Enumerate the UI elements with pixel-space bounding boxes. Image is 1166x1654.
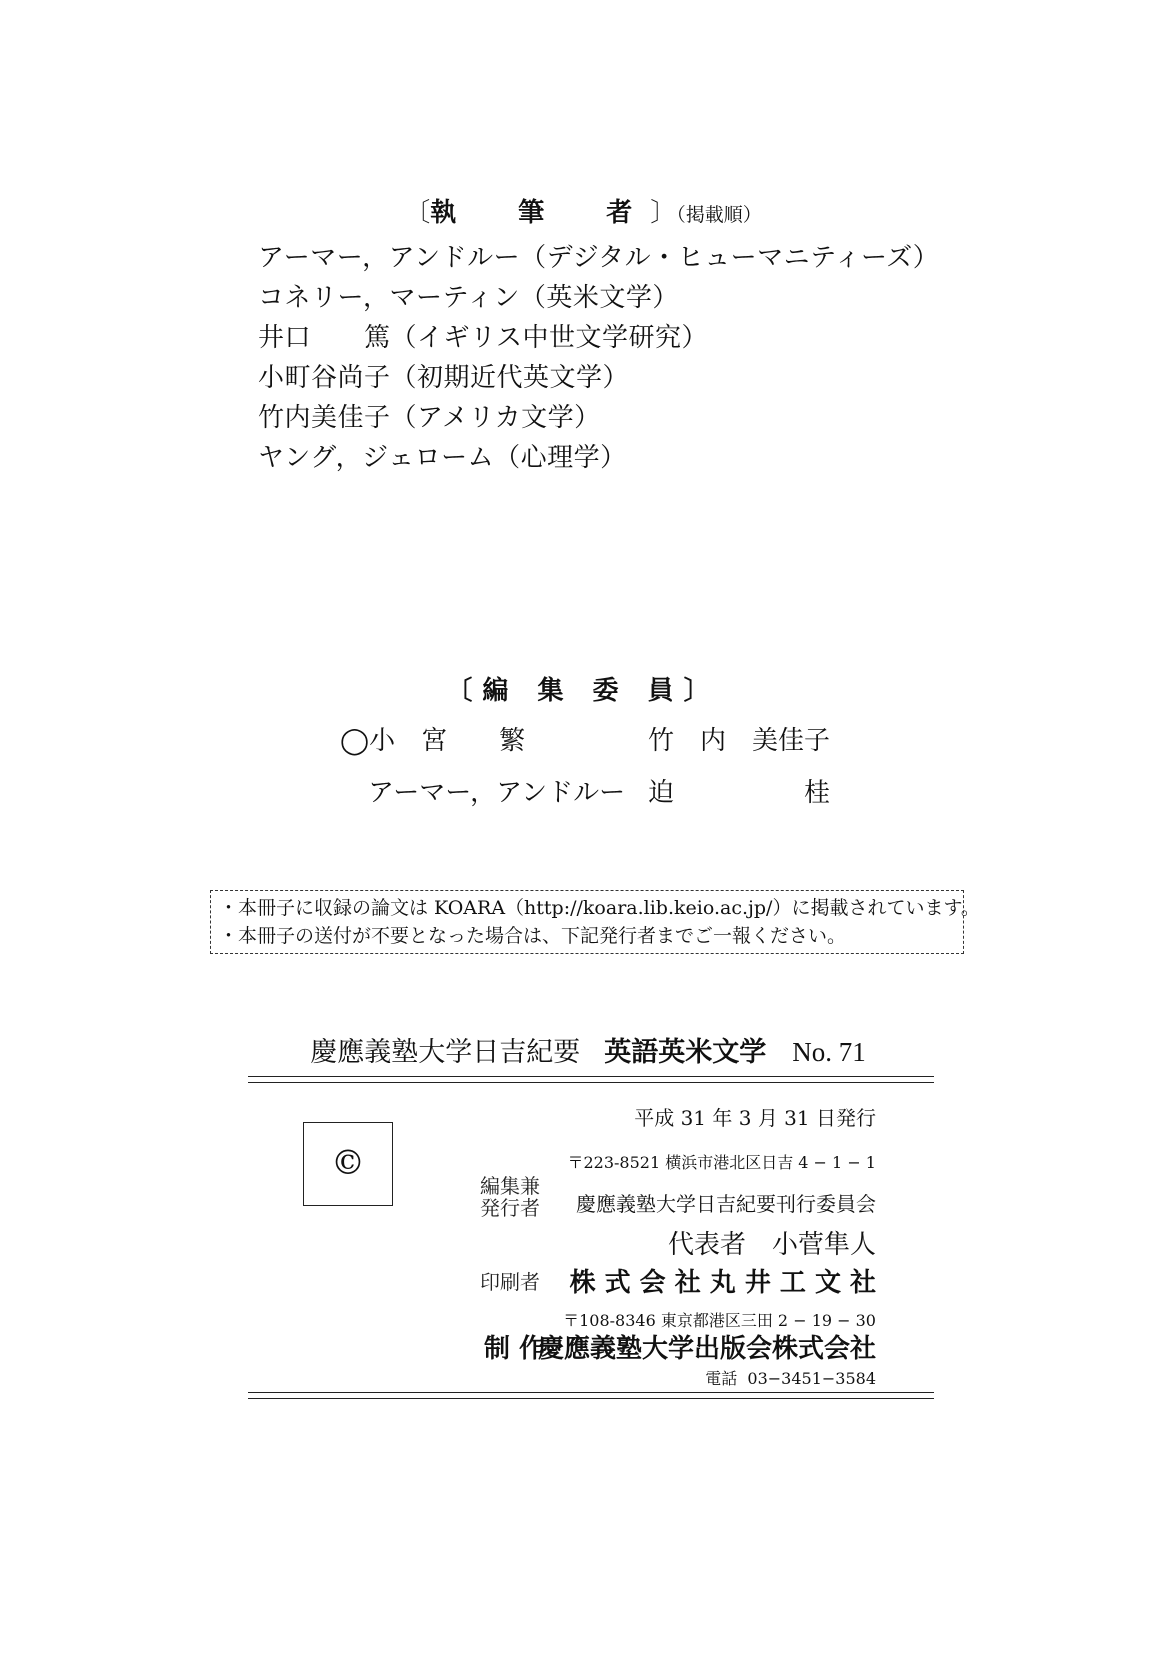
producer-address: 〒108-8346 東京都港区三田 2 − 19 − 30 bbox=[563, 1311, 876, 1330]
contributor-entry: コネリー，マーティン（英米文学） bbox=[258, 283, 679, 313]
editor-name: アーマー，アンドルー bbox=[368, 778, 626, 808]
bracket-open: 〔 bbox=[404, 198, 431, 228]
label-line: 発行者 bbox=[480, 1196, 540, 1220]
editor-name: 小 宮 繁 bbox=[369, 726, 526, 756]
phone-line bbox=[705, 1366, 876, 1389]
contributor-entry: 小町谷尚子（初期近代英文学） bbox=[258, 363, 630, 393]
phone-number: 03−3451−3584 bbox=[747, 1369, 876, 1388]
divider bbox=[248, 1076, 934, 1077]
publisher-address: 〒223-8521 横浜市港北区日吉 4 − 1 − 1 bbox=[567, 1153, 876, 1172]
contributors-heading bbox=[0, 192, 1166, 229]
contributor-entry: ヤング，ジェローム（心理学） bbox=[258, 443, 627, 473]
editor-publisher-label bbox=[480, 1175, 540, 1219]
editor-name: 竹 内 美佳子 bbox=[648, 726, 831, 756]
issue-date: 平成 31 年 3 月 31 日発行 bbox=[634, 1106, 876, 1130]
editor-chair bbox=[340, 720, 525, 757]
printer-name: 株 式 会 社 丸 井 工 文 社 bbox=[569, 1268, 876, 1298]
copyright-icon: © bbox=[331, 1143, 365, 1183]
editor-name-b: 桂 bbox=[804, 778, 831, 808]
bracket-close: 〕 bbox=[650, 198, 677, 228]
copyright-box bbox=[303, 1122, 393, 1206]
contributor-entry: アーマー，アンドルー（デジタル・ヒューマニティーズ） bbox=[258, 243, 940, 273]
contributors-heading-text: 執 筆 者 bbox=[430, 198, 651, 228]
editors-heading bbox=[0, 670, 1166, 707]
label-line: 編集兼 bbox=[480, 1174, 540, 1198]
chair-mark: ◯ bbox=[340, 726, 370, 756]
notice-box bbox=[210, 890, 980, 954]
printer-label: 印刷者 bbox=[480, 1270, 540, 1294]
journal-subject: 英語英米文学 bbox=[604, 1037, 767, 1068]
contributor-entry: 井口 篤（イギリス中世文学研究） bbox=[258, 323, 708, 353]
divider bbox=[248, 1082, 934, 1083]
producer-name: 慶應義塾大学出版会株式会社 bbox=[537, 1334, 876, 1364]
publisher-name: 慶應義塾大学日吉紀要刊行委員会 bbox=[576, 1192, 876, 1216]
producer-label: 制 作 bbox=[484, 1334, 546, 1364]
representative: 代表者 小菅隼人 bbox=[667, 1230, 876, 1260]
journal-title bbox=[248, 1030, 928, 1069]
notice-line: ・本冊子に収録の論文は KOARA（http://koara.lib.keio.ac.jp/）に掲載されています。 bbox=[219, 897, 980, 919]
editor-name-a: 迫 bbox=[648, 778, 675, 808]
journal-series: 慶應義塾大学日吉紀要 bbox=[310, 1037, 581, 1068]
contributors-list bbox=[258, 238, 939, 478]
divider bbox=[248, 1392, 934, 1393]
journal-number: No. 71 bbox=[792, 1037, 866, 1067]
divider bbox=[248, 1398, 934, 1399]
notice-line: ・本冊子の送付が不要となった場合は、下記発行者までご一報ください。 bbox=[219, 925, 847, 947]
contributors-heading-note: （掲載順） bbox=[676, 204, 762, 226]
contributor-entry: 竹内美佳子（アメリカ文学） bbox=[258, 403, 601, 433]
editors-heading-text: 〔編 集 委 員〕 bbox=[446, 676, 720, 706]
phone-label: 電話 bbox=[705, 1369, 738, 1388]
